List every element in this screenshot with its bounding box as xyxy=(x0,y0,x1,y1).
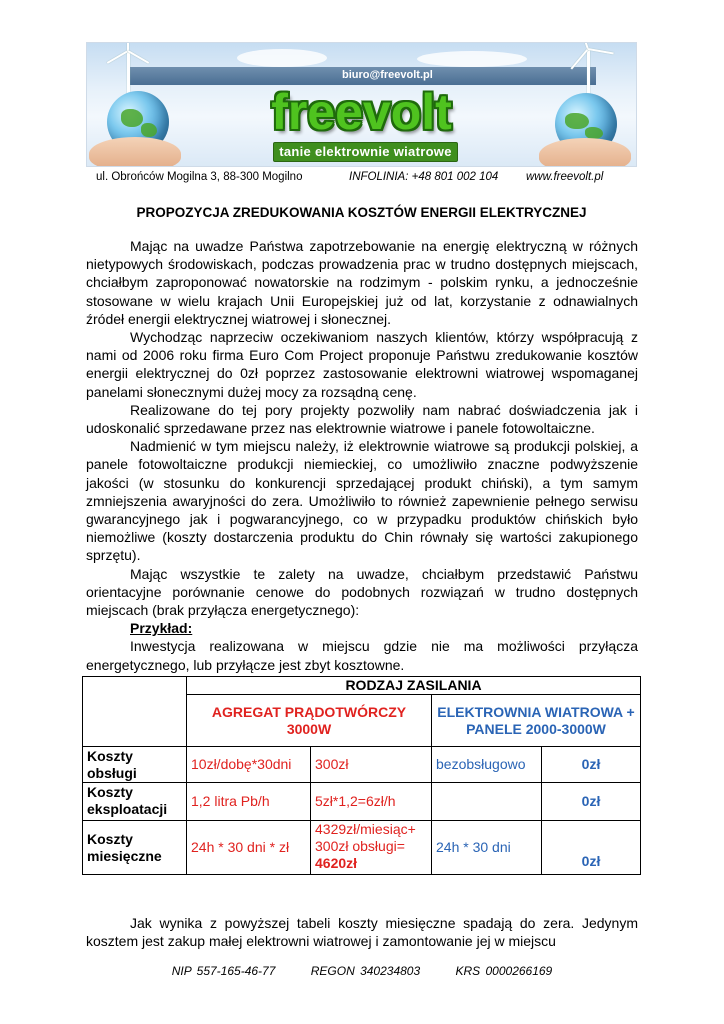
paragraph: Inwestycja realizowana w miejscu gdzie nie ma możliwości przyłącza energetycznego, lub przyłącze jest zbyt kosztowne. xyxy=(86,638,638,673)
company-address: ul. Obrońców Mogilna 3, 88-300 Mogilno xyxy=(96,171,303,183)
nip-number: NIP 557-165-46-77 xyxy=(171,964,276,978)
hotline: INFOLINIA: +48 801 002 104 xyxy=(349,171,499,183)
row-label: Koszty obsługi xyxy=(83,747,187,783)
cloud xyxy=(237,49,327,67)
website-link[interactable]: www.freevolt.pl xyxy=(526,171,604,183)
agregat-rate: 24h * 30 dni * zł xyxy=(187,821,311,875)
agregat-cost xyxy=(311,821,432,875)
address-line xyxy=(86,169,637,185)
freevolt-logo: freevolt xyxy=(271,84,452,140)
wind-cost: 0zł xyxy=(542,783,641,821)
cost-comparison-table xyxy=(82,676,641,875)
wind-rate: 24h * 30 dni xyxy=(432,821,542,875)
wind-cost: 0zł xyxy=(542,821,641,875)
conclusion-text xyxy=(86,914,638,950)
paragraph: Mając wszystkie te zalety na uwadze, chciałbym przedstawić Państwu orientacyjne porównanie cenowe do podobnych rozwiązań w trudno dostępnych miejscach (brak przyłącza energetycznego): xyxy=(86,565,638,619)
regon-number: REGON 340234803 xyxy=(310,964,421,978)
paragraph: Nadmienić w tym miejscu należy, iż elektrownie wiatrowe są produkcji polskiej, a panele fotowoltaiczne produkcji niemieckiej, co umożliwiło znaczne podwyższenie jakości (w stosunku do konkurencji sprzedającej produkt chiński), a tym samym zmniejszenia awaryjności do zera. Umożliwiło to również zapewnienie pełnego serwisu gwarancyjnego jak i pogwarancyjnego, co w przypadku produktów chińskich było niemożliwe (koszty dostarczenia produktu do Chin równały się wartości zakupionego sprzętu). xyxy=(86,438,638,564)
agregat-rate: 1,2 litra Pb/h xyxy=(187,783,311,821)
power-type-header: RODZAJ ZASILANIA xyxy=(187,677,641,695)
row-label: Koszty miesięczne xyxy=(83,821,187,875)
agregat-rate: 10zł/dobę*30dni xyxy=(187,747,311,783)
paragraph: Wychodząc naprzeciw oczekiwaniom naszych klientów, którzy współpracują z nami od 2006 roku firma Euro Com Project proponuje Państwu zredukowanie kosztów energii elektrycznej do 0zł poprzez zastosowanie elektrowni wiatrowej wspomaganej panelami słonecznymi dużej mocy za rozsądną cenę. xyxy=(86,329,638,400)
paragraph: Realizowane do tej pory projekty pozwoliły nam nabrać doświadczenia jak i udoskonalić sprzedawane przez nas elektrownie wiatrowe i panele fotowoltaiczne. xyxy=(86,401,638,437)
table-row xyxy=(83,821,641,875)
document-title: PROPOZYCJA ZREDUKOWANIA KOSZTÓW ENERGII ELEKTRYCZNEJ xyxy=(136,205,587,220)
body-text xyxy=(86,237,638,674)
table-row xyxy=(83,783,641,821)
wind-cost: 0zł xyxy=(542,747,641,783)
agregat-cost-line: 4329zł/miesiąc+ xyxy=(315,821,416,837)
krs-number: KRS 0000266169 xyxy=(455,964,553,978)
wind-rate: bezobsługowo xyxy=(432,747,542,783)
footer xyxy=(0,964,724,978)
paragraph: Jak wynika z powyższej tabeli koszty miesięczne spadają do zera. Jedynym kosztem jest zakup małej elektrowni wiatrowej i zamontowanie jej w miejscu xyxy=(86,915,638,950)
header-banner xyxy=(86,42,637,167)
agregat-cost-line: 300zł obsługi= xyxy=(315,838,405,854)
agregat-cost-total: 4620zł xyxy=(315,855,358,871)
email-link[interactable]: biuro@freevolt.pl xyxy=(342,69,433,81)
example-label: Przykład: xyxy=(130,620,193,637)
agregat-column-header: AGREGAT PRĄDOTWÓRCZY 3000W xyxy=(187,695,432,747)
wind-plant-column-header: ELEKTROWNIA WIATROWA + PANELE 2000-3000W xyxy=(432,695,641,747)
tagline: tanie elektrownie wiatrowe xyxy=(273,142,458,162)
paragraph: Mając na uwadze Państwa zapotrzebowanie na energię elektryczną w różnych nietypowych środowiskach, podczas prowadzenia prac w trudno dostępnych miejscach, chciałbym zaproponować nowatorskie na rodzimym - polskim rynku, a jednocześnie stosowane w wielu krajach Unii Europejskiej już od lat, korzystanie z odnawialnych źródeł energii elektrycznej wiatrowej i słonecznej. xyxy=(86,238,638,327)
agregat-cost: 300zł xyxy=(311,747,432,783)
agregat-cost: 5zł*1,2=6zł/h xyxy=(311,783,432,821)
table-corner-cell xyxy=(83,677,187,747)
cloud xyxy=(417,51,527,67)
wind-rate xyxy=(432,783,542,821)
row-label: Koszty eksploatacji xyxy=(83,783,187,821)
table-row xyxy=(83,747,641,783)
